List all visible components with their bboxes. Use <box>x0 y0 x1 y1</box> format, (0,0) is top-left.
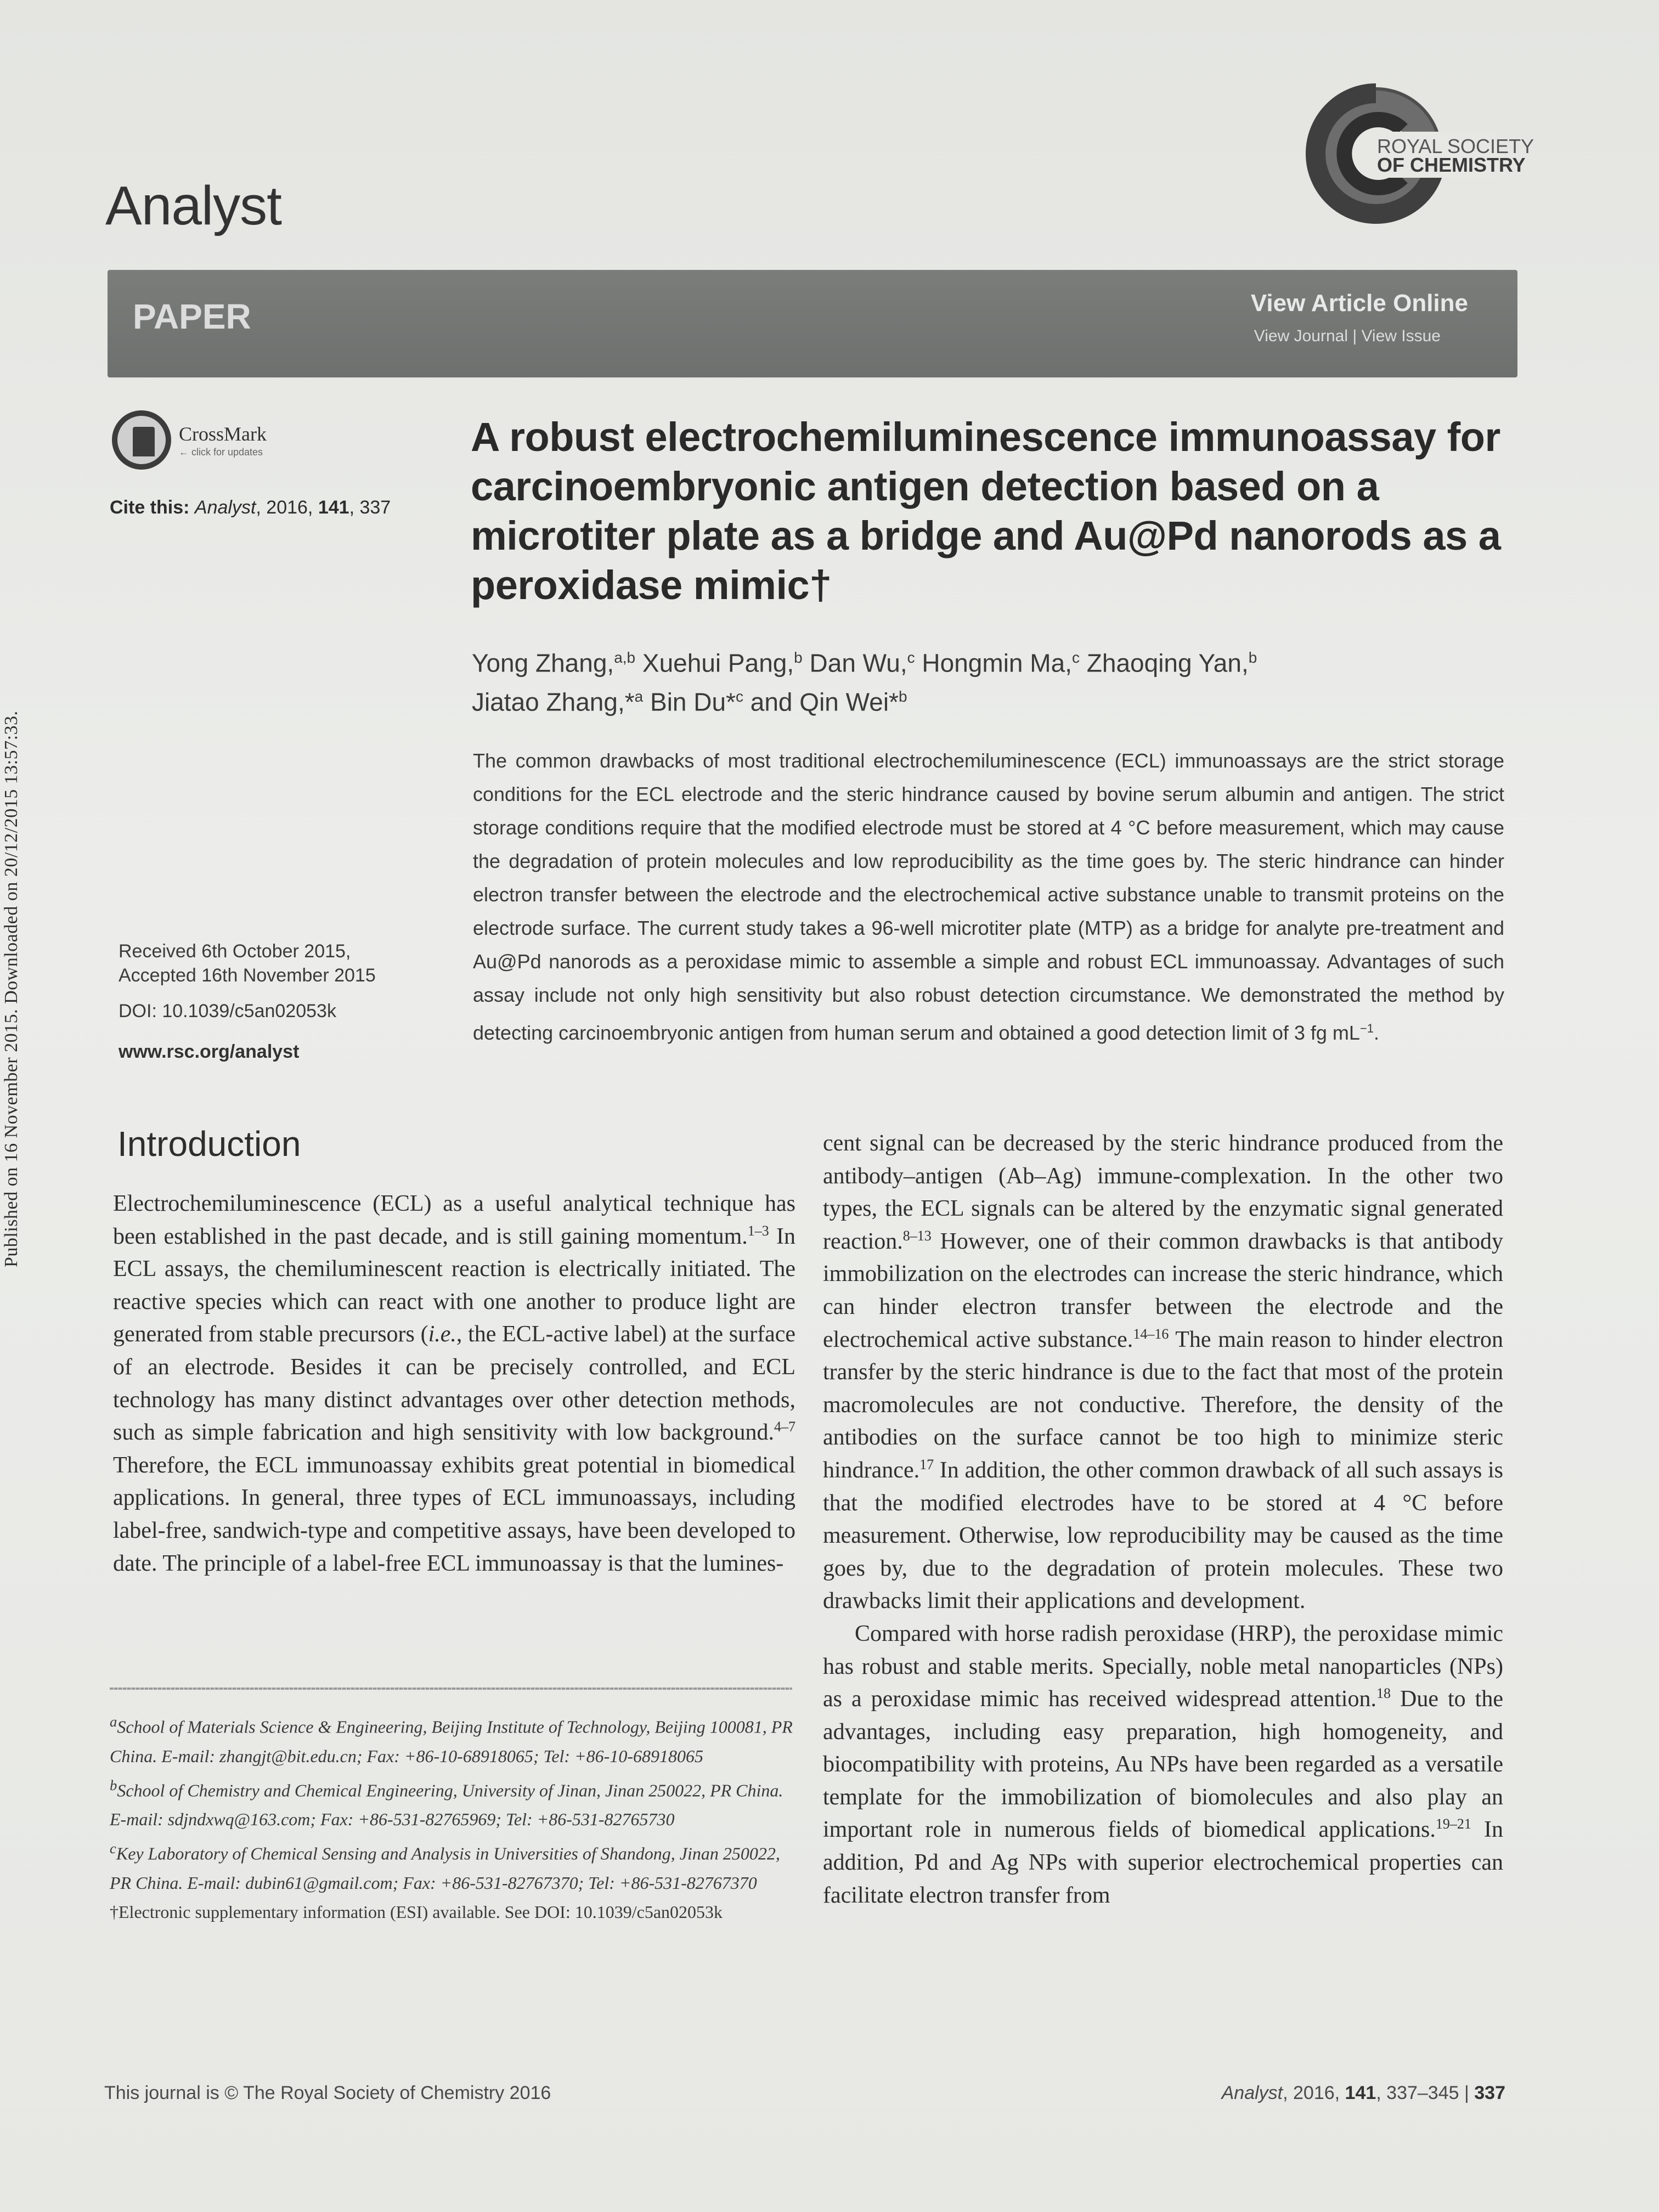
cite-volume: 141 <box>318 497 349 518</box>
author-8-affil: b <box>898 688 907 706</box>
footer-pages: , 337–345 <box>1376 2083 1459 2103</box>
body-column-right <box>823 1127 1503 1912</box>
footer-journal: Analyst <box>1221 2083 1283 2103</box>
text-run: However, one of their common drawbacks is that antibody immobilization on the electrodes can increase the steric hindrance, which can hinder electron transfer between the electrode and the electrochemical active substance. <box>823 1228 1503 1352</box>
footnote-esi: †Electronic supplementary information (ESI) available. See DOI: 10.1039/c5an02053k <box>110 1901 723 1922</box>
accepted-date: Accepted 16th November 2015 <box>119 965 376 986</box>
article-title: A robust electrochemiluminescence immunoassay for carcinoembryonic antigen detection based on a microtiter plate as a bridge and Au@Pd nanorods as a peroxidase mimic† <box>471 414 1501 608</box>
author-2-affil: b <box>794 649 803 666</box>
cite-page: , 337 <box>349 497 391 518</box>
author-7-affil: c <box>735 688 743 706</box>
author-7: Bin Du* <box>643 687 736 716</box>
citation-ref[interactable]: 18 <box>1376 1685 1391 1702</box>
text-run: Therefore, the ECL immunoassay exhibits great potential in biomedical applications. In general, three types of ECL immunoassays, including label-free, sandwich-type and competitive assays, have been developed to date. The principle of a label-free ECL immunoassay is that the lumines- <box>113 1452 795 1576</box>
footnote-affiliation-c <box>110 1834 795 1898</box>
author-1: Yong Zhang, <box>472 648 614 678</box>
rsc-line2: OF CHEMISTRY <box>1377 154 1526 176</box>
footer-year: , 2016, <box>1283 2083 1345 2103</box>
author-2: Xuehui Pang, <box>635 648 794 678</box>
page-footer <box>1222 2083 1505 2104</box>
footnote-divider <box>110 1688 792 1690</box>
view-journal-link[interactable]: View Journal <box>1254 327 1348 345</box>
author-list <box>472 641 1514 719</box>
received-date: Received 6th October 2015, <box>119 941 351 962</box>
section-heading-introduction: Introduction <box>117 1124 301 1164</box>
affil-marker: b <box>110 1776 117 1793</box>
view-issue-link[interactable]: View Issue <box>1361 327 1441 345</box>
copyright-footer: This journal is © The Royal Society of Chemistry 2016 <box>104 2083 551 2103</box>
footnotes <box>110 1707 795 1927</box>
citation-ref[interactable]: 14–16 <box>1133 1325 1169 1342</box>
author-6: Jiatao Zhang,* <box>472 687 635 716</box>
text-run: In ECL assays, the chemiluminescent reaction is electrically initiated. The reactive species which can react with one another to produce light are generated from stable precursors ( <box>113 1223 795 1347</box>
text-run: Electrochemiluminescence (ECL) as a useful analytical technique has been established in the past decade, and is still gaining momentum. <box>113 1191 795 1249</box>
text-run: Compared with horse radish peroxidase (HRP), the peroxidase mimic has robust and stable merits. Specially, noble metal nanoparticles (NPs) as a peroxidase mimic has received widespread attention. <box>823 1621 1503 1712</box>
text-run: , the ECL-active label) at the surface of an electrode. Besides it can be precisely controlled, and ECL technology has many distinct advantages over other detection methods, such as simple fabrication and high sensitivity with low background. <box>113 1322 796 1446</box>
abstract-end: . <box>1374 1022 1380 1044</box>
footer-volume: 141 <box>1345 2083 1376 2103</box>
cite-label: Cite this: <box>110 497 190 518</box>
citation-ref[interactable]: 19–21 <box>1435 1816 1471 1832</box>
journal-name: Analyst <box>105 175 281 236</box>
article-type-banner <box>108 270 1517 377</box>
text-run: i.e. <box>428 1322 456 1347</box>
body-column-left <box>113 1188 795 1580</box>
footnote-affiliation-b <box>110 1771 795 1835</box>
article-type-label: PAPER <box>133 297 251 336</box>
text-run: Due to the advantages, including easy preparation, high homogeneity, and biocompatibility with proteins, Au NPs have been regarded as a versatile template for the immobilization of biomolecules and also play an important role in numerous fields of biomedical applications. <box>823 1686 1503 1843</box>
text-run: In addition, the other common drawback of all such assays is that the modified electrodes have to be stored at 4 °C before measurement. Otherwise, low reproducibility may be caused as the time goes by, due to the degradation of protein molecules. These two drawbacks limit their applications and development. <box>823 1457 1503 1614</box>
page-number: 337 <box>1474 2083 1505 2103</box>
affil-marker: a <box>110 1713 117 1730</box>
citation-ref[interactable]: 8–13 <box>902 1227 932 1244</box>
affil-text: School of Materials Science & Engineering, Beijing Institute of Technology, Beijing 100081, PR China. E-mail: zhangjt@bit.edu.cn; Fax: +86-10-68918065; Tel: +86-10-68918065 <box>110 1717 793 1766</box>
author-3-affil: c <box>907 649 915 666</box>
footer-sep: | <box>1459 2083 1475 2103</box>
author-4: Hongmin Ma, <box>915 648 1072 678</box>
view-article-online-link[interactable]: View Article Online <box>1250 290 1468 317</box>
text-run: cent signal can be decreased by the steric hindrance produced from the antibody–antigen (Ab–Ag) immune-complexation. In the other two types, the ECL signals can be altered by the enzymatic signal generated reaction. <box>823 1131 1503 1254</box>
banner-links <box>1254 327 1441 346</box>
text-run: In addition, Pd and Ag NPs with superior electrochemical properties can facilitate electron transfer from <box>823 1817 1503 1908</box>
abstract-text: The common drawbacks of most traditional electrochemiluminescence (ECL) immunoassays are the strict storage conditions for the ECL electrode and the steric hindrance caused by bovine serum albumin and antigen. The strict storage conditions require that the modified electrode must be stored at 4 °C before measurement, which may cause the degradation of protein molecules and low reproducibility as the time goes by. The steric hindrance can hinder electron transfer between the electrode and the electrochemical active substance unable to transmit proteins on the electrode surface. The current study takes a 96-well microtiter plate (MTP) as a bridge for analyte pre-treatment and Au@Pd nanorods as a peroxidase mimic to assemble a simple and robust ECL immunoassay. Advantages of such assay include not only high sensitivity but also robust detection circumstance. We demonstrated the method by detecting carcinoembryonic antigen from human serum and obtained a good detection limit of 3 fg mL <box>473 749 1504 1044</box>
paragraph <box>823 1618 1503 1912</box>
author-3: Dan Wu, <box>802 648 907 678</box>
footnote-affiliation-a <box>110 1707 795 1771</box>
citation-ref[interactable]: 4–7 <box>774 1419 795 1435</box>
doi: DOI: 10.1039/c5an02053k <box>119 1001 336 1022</box>
journal-website-link[interactable]: www.rsc.org/analyst <box>119 1041 300 1062</box>
affil-text: Key Laboratory of Chemical Sensing and Analysis in Universities of Shandong, Jinan 250022, PR China. E-mail: dubin61@gmail.com; Fax: +86-531-82767370; Tel: +86-531-82767370 <box>110 1843 780 1893</box>
cite-year: , 2016, <box>256 497 318 518</box>
abstract <box>473 744 1504 1049</box>
crossmark-badge[interactable] <box>110 410 285 476</box>
cite-journal: Analyst <box>194 497 256 518</box>
text-run: The main reason to hinder electron transfer by the steric hindrance is due to the fact that most of the protein macromolecules are not conductive. Therefore, the density of the antibodies on the surface cannot be too high to minimize steric hindrance. <box>823 1327 1503 1483</box>
link-separator: | <box>1348 327 1362 345</box>
crossmark-subtitle: ← click for updates <box>179 447 263 458</box>
rsc-line1: ROYAL SOCIETY <box>1377 135 1534 157</box>
author-6-affil: a <box>634 688 644 706</box>
crossmark-icon <box>112 410 171 470</box>
paragraph <box>113 1188 795 1580</box>
citation-ref[interactable]: 17 <box>919 1456 934 1472</box>
rsc-wordmark <box>1377 137 1534 174</box>
author-8: and Qin Wei* <box>743 687 899 716</box>
affil-text: School of Chemistry and Chemical Engineering, University of Jinan, Jinan 250022, PR China. E-mail: sdjndxwq@163.com; Fax: +86-531-82765969; Tel: +86-531-82765730 <box>110 1780 783 1830</box>
citation-ref[interactable]: 1–3 <box>747 1222 769 1239</box>
author-5: Zhaoqing Yan, <box>1079 648 1249 678</box>
paragraph <box>823 1127 1503 1618</box>
author-1-affil: a,b <box>614 649 636 666</box>
download-watermark: Published on 16 November 2015. Downloaded on 20/12/2015 13:57:33. <box>1 710 21 1267</box>
received-dates <box>119 939 376 988</box>
citation-line <box>110 497 391 518</box>
author-5-affil: b <box>1248 649 1257 666</box>
crossmark-title: CrossMark <box>179 423 267 445</box>
abstract-unit-exp: −1 <box>1359 1022 1374 1035</box>
author-4-affil: c <box>1071 649 1080 666</box>
affil-marker: c <box>110 1840 116 1857</box>
